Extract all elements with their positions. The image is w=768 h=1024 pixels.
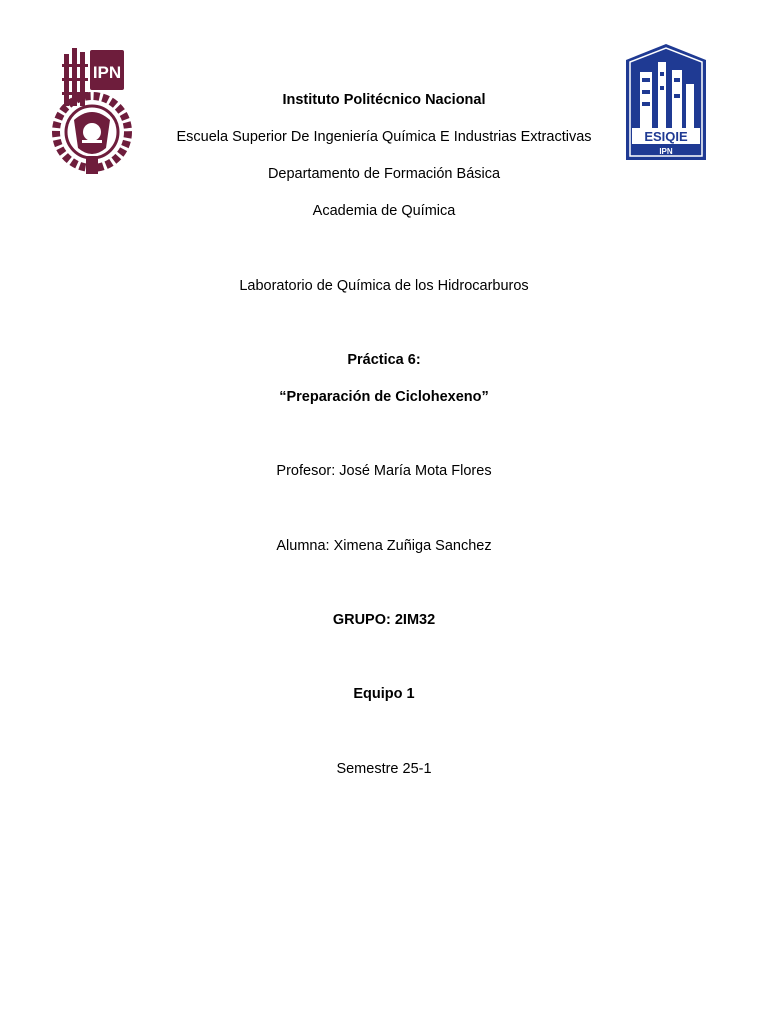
group-label: GRUPO: 2IM32 [332,612,436,628]
semester-label: Semestre 25-1 [336,761,432,777]
practice-number: Práctica 6: [347,352,421,368]
department-name: Departamento de Formación Básica [267,166,501,182]
professor-name: Profesor: José María Mota Flores [276,463,492,479]
svg-text:IPN: IPN [659,147,673,156]
institution-title: Instituto Politécnico Nacional [282,92,486,108]
practice-title: “Preparación de Ciclohexeno” [279,389,489,405]
svg-text:ESIQIE: ESIQIE [644,129,688,144]
school-name: Escuela Superior De Ingeniería Química E Industrias Extractivas [176,129,592,145]
team-label: Equipo 1 [353,686,415,702]
ipn-logo-icon [52,44,132,178]
academy-name: Academia de Química [312,203,456,219]
lab-name: Laboratorio de Química de los Hidrocarburos [239,278,529,294]
student-name: Alumna: Ximena Zuñiga Sanchez [276,538,492,554]
svg-text:IPN: IPN [92,63,122,82]
